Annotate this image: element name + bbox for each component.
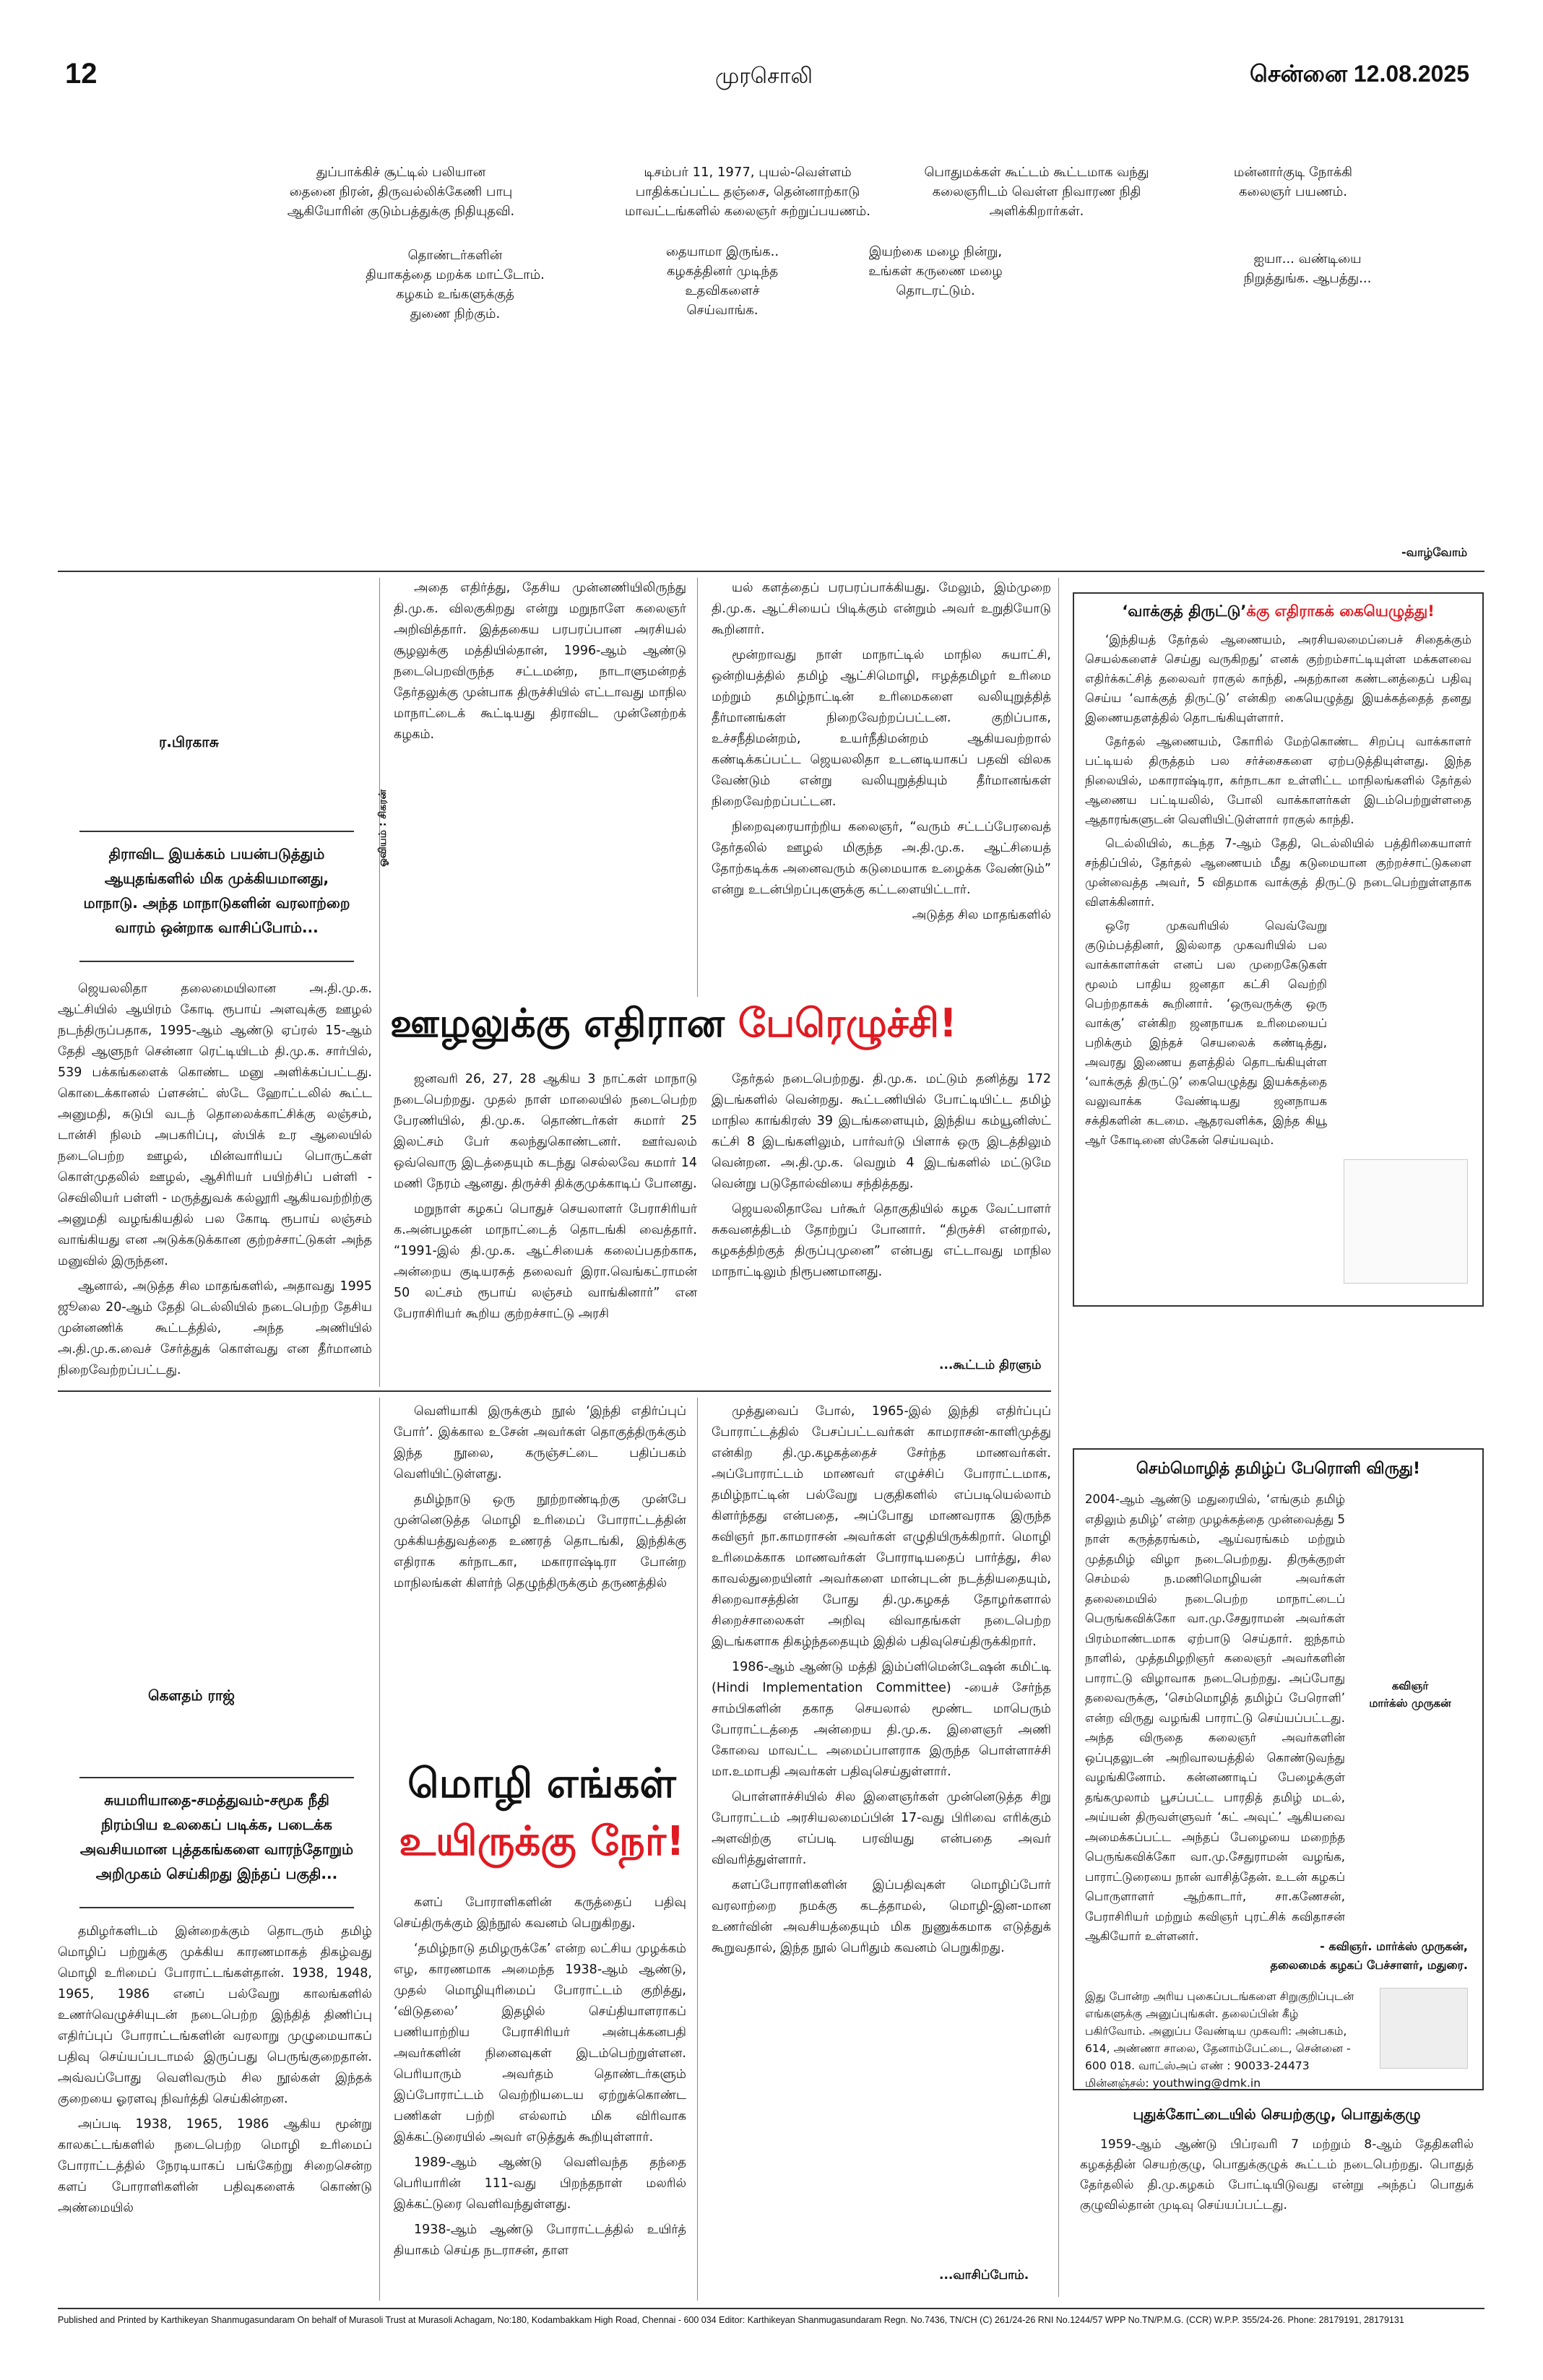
story2-right-column — [712, 1401, 1051, 1963]
story2-byline: கௌதம் ராஜ் — [148, 1687, 235, 1704]
story1-mid-column — [394, 578, 686, 750]
award-box-body — [1085, 1489, 1471, 1947]
award-box — [1073, 1448, 1484, 2090]
pudukottai-box — [1073, 2106, 1481, 2297]
story1-bottom-left-para-1: ஜனவரி 26, 27, 28 ஆகிய 3 நாட்கள் மாநாடு நடைபெற்றது. முதல் நாள் மாலையில் நடைபெற்ற பேரணியில், தி.மு.க. தொண்டர்கள் சுமார் 25 இலட்சம் பேர் கலந்துகொண்டனர். ஊர்வலம் ஒவ்வொரு இடத்தையும் கடந்து செல்லவே சுமார் 14 மணி நேரம் ஆனது. திருச்சி திக்குமுக்காடிப் போனது. — [394, 1072, 697, 1191]
story2-right-para-1: முத்துவைப் போல், 1965-இல் இந்தி எதிர்ப்புப் போராட்டத்தில் பேசப்பட்டவர்கள் காமராசன்-காளிமுத்து என்கிற தி.மு.கழகத்தைச் சேர்ந்த மாணவர்கள். அப்போராட்டம் மாணவர் எழுச்சிப் போராட்டமாக, தமிழ்நாட்டின் பல்வேறு பகுதிகளில் எப்படியெல்லாம் கிளர்ந்தது என்பதை, அப்போது மாணவராக இருந்த கவிஞர் நா.காமராசன் அவர்கள் எழுதியிருக்கிறார். மொழி உரிமைக்காக மாணவர்கள் போராடியதைப் பார்த்து, சில காவல்துறையினர் அவர்களை மான்புடன் நடத்தியதையும், சிறைவாசத்தின் போது தி.மு.கழகத் தோழர்களால் சிறைச்சாலைகள் அறிவு விவாதங்கள் நடைபெற்ற இடங்களாக திகழ்ந்ததையும் இதில் பதிவுசெய்திருக்கிறார். — [712, 1404, 1051, 1649]
vote-box-body — [1085, 630, 1471, 1154]
artist-credit: ஓவியம் : சிகரன் — [377, 789, 389, 867]
story1-byline: ர.பிரகாசு — [159, 733, 219, 750]
pudukottai-box-para: 1959-ஆம் ஆண்டு பிப்ரவரி 7 மற்றும் 8-ஆம் தேதிகளில் கழகத்தின் செயற்குழு, பொதுக்குழுக் கூட்டம் நடைபெற்றது. பொதுத் தேர்தலில் தி.மு.கழகம் போட்டியிடுவது என்று அந்தப் பொதுக் குழுவில்தான் முடிவு செய்யப்பட்டது. — [1080, 2137, 1474, 2212]
comic-caption-5: தொண்டர்களின் தியாகத்தை மறக்க மாட்டோம். கழகம் உங்களுக்குத் துணை நிற்கும். — [366, 248, 545, 321]
vote-box-title — [1074, 602, 1482, 622]
story1-intro-rule-bottom — [79, 961, 354, 962]
story1-bottom-left — [394, 1069, 697, 1329]
story2-left-column — [58, 1921, 372, 2223]
story1-left-para-2: ஆனால், அடுத்த சில மாதங்களில், அதாவது 1995 ஜூலை 20-ஆம் தேதி டெல்லியில் நடைபெற்ற தேசிய முன்னணிக் கூட்டத்தில், அந்த அணியில் அ.தி.மு.க.வைச் சேர்த்துக் கொள்வது என தீர்மானம் நிறைவேற்றப்பட்டது. — [58, 1279, 372, 1377]
comic-caption-8: ஐயா... வண்டியை நிறுத்துங்க. ஆபத்து... — [1243, 251, 1372, 286]
story2-mid-top-para-2: தமிழ்நாடு ஒரு நூற்றாண்டிற்கு முன்பே முன்னெடுத்த மொழி உரிமைப் போராட்டத்தின் முக்கியத்துவத்தை உணரத் தொடங்கி, இந்திக்கு எதிராக கர்நாடகா, மகாராஷ்டிரா போன்ற மாநிலங்கள் கிளர்ந் தெழுந்திருக்கும் தருணத்தில் — [394, 1492, 686, 1591]
story1-right-para-1: யல் களத்தைப் பரபரப்பாக்கியது. மேலும், இம்முறை தி.மு.க. ஆட்சியைப் பிடிக்கும் என்றும் அவர் உறுதியோடு கூறினார். — [712, 581, 1051, 637]
story1-mid-para-1: அதை எதிர்த்து, தேசிய முன்னணியிலிருந்து தி.மு.க. விலகுகிறது என்று மறுநாளே கலைஞர் அறிவித்தார். இத்தகைய பரபரப்பான அரசியல் சூழலுக்கு மத்தியில்தான், 1996-ஆம் ஆண்டு நடைபெறவிருந்த சட்டமன்ற, நாடாளுமன்றத் தேர்தலுக்கு முன்பாக திருச்சியில் எட்டாவது மாநில மாநாட்டைக் கூட்டியது திராவிட முன்னேற்றக் கழகம். — [394, 581, 686, 742]
story2-intro: சுயமரியாதை-சமத்துவம்-சமூக நீதி நிரம்பிய உலகைப் படிக்க, படைக்க அவசியமான புத்தகங்களை வாரந்தோறும் அறிமுகம் செய்கிறது இந்தப் பகுதி... — [79, 1791, 354, 1882]
story2-headline — [394, 1755, 690, 1871]
story1-headline — [390, 1000, 957, 1052]
divider-mid-story2 — [697, 1398, 698, 2301]
vote-box-para-2: தேர்தல் ஆணையம், கோரில் மேற்கொண்ட சிறப்பு வாக்காளர் பட்டியல் திருத்தம் பல சர்ச்சைகளை ஏற்படுத்தியுள்ளது. இந்த நிலையில், மகாராஷ்டிரா, கர்நாடகா உள்ளிட்ட மாநிலங்களில் தேர்தல் ஆணைய பட்டியலில், போலி வாக்காளர்கள் இடம்பெற்றுள்ளதை ஆதாரங்களுடன் வெளியிட்டுள்ளார் ராகுல் காந்தி. — [1085, 735, 1471, 826]
award-photo-caption: கவிஞர் மார்க்ஸ் முருகன் — [1369, 1679, 1451, 1710]
story1-bottom-left-para-2: மறுநாள் கழகப் பொதுச் செயலாளர் பேராசிரியர் க.அன்பழகன் மாநாட்டைத் தொடங்கி வைத்தார். “1991-இல் தி.மு.க. ஆட்சியைக் கலைப்பதற்காக, அன்றைய குடியரசுத் தலைவர் இரா.வெங்கட்ராமன் 50 லட்சம் ரூபாய் லஞ்சம் வாங்கினார்” என பேராசிரியர் கூறிய குற்றச்சாட்டு அரசி — [394, 1202, 697, 1321]
divider-left-story1 — [379, 578, 380, 1387]
story1-intro: திராவிட இயக்கம் பயன்படுத்தும் ஆயுதங்களில் மிக முக்கியமானது, மாநாடு. அந்த மாநாடுகளின் வரலாற்றை வாரம் ஒன்றாக வாசிப்போம்... — [83, 845, 350, 936]
story2-mid-bottom-para-4: 1938-ஆம் ஆண்டு போராட்டத்தில் உயிர்த் தியாகம் செய்த நடராசன், தாள — [394, 2223, 686, 2258]
story1-bottom-right-para-2: ஜெயலலிதாவே பர்கூர் தொகுதியில் கழக வேட்பாளர் சுகவனத்திடம் தோற்றுப் போனார். “திருச்சி என்றால், கழகத்திற்குத் திருப்புமுனை” என்பது எட்டாவது மாநில மாநாட்டிலும் நிரூபணமானது. — [712, 1202, 1051, 1279]
paper-name: முரசொலி — [715, 64, 813, 89]
qr-code-icon — [1344, 1159, 1468, 1284]
comic-caption-7: இயற்கை மழை நின்று, உங்கள் கருணை மழை தொடரட்டும். — [868, 244, 1003, 298]
page-number: 12 — [65, 58, 98, 90]
story2-mid-bottom — [394, 1892, 686, 2266]
story1-headline-black: ஊழலுக்கு எதிரான — [390, 1000, 725, 1046]
story2-continues: ...வாசிப்போம். — [939, 2268, 1029, 2282]
story1-right-para-3: நிறைவுரையாற்றிய கலைஞர், “வரும் சட்டப்பேரவைத் தேர்தலில் ஊழல் மிகுந்த அ.தி.மு.க. ஆட்சியைத் தோற்கடிக்க அனைவரும் கடுமையாக உழைக்க வேண்டும்” என்று உடன்பிறப்புகளுக்கு கட்டளையிட்டார். — [712, 820, 1051, 897]
story2-intro-rule-bottom — [79, 1907, 354, 1908]
story2-right-para-3: பொள்ளாச்சியில் சில இளைஞர்கள் முன்னெடுத்த சிறு போராட்டம் அரசியலமைப்பின் 17-வது பிரிவை எரிக்கும் அளவிற்கு எப்படி பரவியது என்பதை அவர் விவரித்துள்ளார். — [712, 1790, 1051, 1867]
pudukottai-box-body — [1080, 2134, 1474, 2220]
story1-bottom-right — [712, 1069, 1051, 1287]
story1-left-column — [58, 979, 372, 1385]
comic-caption-2: டிசம்பர் 11, 1977, புயல்-வெள்ளம் பாதிக்கப்பட்ட தஞ்சை, தென்னாற்காடு மாவட்டங்களில் கலைஞர் சுற்றுப்பயணம். — [625, 165, 870, 219]
city-date: சென்னை 12.08.2025 — [1250, 61, 1470, 87]
story1-right-para-4: அடுத்த சில மாதங்களில் — [912, 908, 1051, 922]
divider-left-story2 — [379, 1398, 380, 2301]
story2-intro-rule-top — [79, 1777, 354, 1778]
story1-intro-rule-top — [79, 831, 354, 832]
award-note: இது போன்ற அரிய புகைப்படங்களை சிறுகுறிப்புடன் எங்களுக்கு அனுப்புங்கள். தலைப்பின் கீழ் பகிர்வோம். அனுப்ப வேண்டிய முகவரி: அன்பகம், 614, அண்ணா சாலை, தேனாம்பேட்டை, சென்னை - 600 018. வாட்ஸ்அப் எண் : 90033-24473 மின்னஞ்சல்: youthwing@dmk.in — [1085, 1990, 1354, 2090]
footer-divider — [58, 2308, 1484, 2309]
divider-mid-story1 — [697, 578, 698, 997]
comic-caption-4: மன்னார்குடி நோக்கி கலைஞர் பயணம். — [1233, 165, 1353, 199]
story2-right-para-2: 1986-ஆம் ஆண்டு மத்தி இம்ப்ளிமென்டேஷன் கமிட்டி (Hindi Implementation Committee) -யைச் சேர்ந்த சாம்பிகளின் தகாத செயலால் மூண்ட மாபெரும் போராட்டத்தை அன்றைய தி.மு.க. இளைஞர் அணி கோவை மாவட்ட அமைப்பாளராக இருந்த பொள்ளாச்சி மா.உமாபதி அவர்கள் பதிவுசெய்துள்ளார். — [712, 1660, 1051, 1779]
story2-mid-top-para-1: வெளியாகி இருக்கும் நூல் ‘இந்தி எதிர்ப்புப் போர்’. இக்கால உசேன் அவர்கள் தொகுத்திருக்கும் இந்த நூலை, கருஞ்சட்டை பதிப்பகம் வெளியிட்டுள்ளது. — [394, 1404, 686, 1481]
comic-caption-6: தையாமா இருங்க.. கழகத்தினர் முடிந்த உதவிகளைச் செய்வாங்க. — [665, 244, 779, 318]
award-box-title: செம்மொழித் தமிழ்ப் பேரொளி விருது! — [1136, 1460, 1421, 1478]
vote-box-title-black: ‘வாக்குத் திருட்டு’ — [1122, 602, 1247, 620]
vote-box-title-red: க்கு எதிராகக் கையெழுத்து! — [1246, 602, 1435, 620]
story2-right-para-4: களப்போராளிகளின் இப்பதிவுகள் மொழிப்போர் வரலாற்றை நமக்கு கடத்தாமல், மொழி-இன-மான உணர்வின் அவசியத்தையும் மிக நுணுக்கமாக எடுத்துக் கூறுவதால், இந்த நூல் பெரிதும் கவனம் பெறுகிறது. — [712, 1878, 1051, 1955]
comic-caption-1: துப்பாக்கிச் சூட்டில் பலியான தைனை நிரன், திருவல்லிக்கேணி பாபு ஆகியோரின் குடும்பத்துக்கு நிதியுதவி. — [287, 165, 515, 219]
comic-signoff: -வாழ்வோம் — [1401, 545, 1468, 559]
story2-mid-top — [394, 1401, 686, 1598]
story2-mid-bottom-para-3: 1989-ஆம் ஆண்டு வெளிவந்த தந்தை பெரியாரின் 111-வது பிறந்தநாள் மலரில் இக்கட்டுரை வெளிவந்துள்ளது. — [394, 2155, 686, 2212]
pudukottai-box-title: புதுக்கோட்டையில் செயற்குழு, பொதுக்குழு — [1133, 2106, 1421, 2123]
divider-right-col — [1058, 578, 1059, 2297]
story2-left-para-2: அப்படி 1938, 1965, 1986 ஆகிய மூன்று காலகட்டங்களில் நடைபெற்ற மொழி உரிமைப் போராட்டத்தில் நேரடியாகப் பங்கேற்று சிறைசென்ற களப் போராளிகளின் பதிவுகளைக் கொண்டு அண்மையில் — [58, 2117, 372, 2215]
story1-bottom-right-para-1: தேர்தல் நடைபெற்றது. தி.மு.க. மட்டும் தனித்து 172 இடங்களில் வென்றது. கூட்டணியில் போட்டியிட்ட தமிழ் மாநில காங்கிரஸ் 39 இடங்களையும், இந்திய கம்யூனிஸ்ட் கட்சி 8 இடங்களிலும், பார்வர்டு பிளாக் ஒரு இடத்திலும் வென்றன. அ.தி.மு.க. வெறும் 4 இடங்களில் மட்டுமே வென்று படுதோல்வியை சந்தித்தது. — [712, 1072, 1051, 1191]
story1-left-para-1: ஜெயலலிதா தலைமையிலான அ.தி.மு.க. ஆட்சியில் ஆயிரம் கோடி ரூபாய் அளவுக்கு ஊழல் நடந்திருப்பதாக, 1995-ஆம் ஆண்டு ஏப்ரல் 15-ஆம் தேதி ஆளுநர் சென்னா ரெட்டியிடம் தி.மு.க. சார்பில், 539 பக்கங்களைக் கொண்ட மனு அளிக்கப்பட்டது. கொடைக்கானல் ப்ளசன்ட் ஸ்டே ஹோட்டலில் கூட்ட அனுமதி, சுடுபி வடந் தொலைக்காட்சிக்கு லஞ்சம், டான்சி நிலம் அபகரிப்பு, ஸ்பிக் உர ஆலையில் நடைபெற்ற ஊழல், மின்வாரியப் பொருட்கள் கொள்முதலில் ஊழல், ஆசிரியர் பயிற்சிப் பள்ளி - செவிலியர் பள்ளி - மருத்துவக் கல்லூரி ஆகியவற்றிற்கு அனுமதி வழங்கியதில் பல கோடி ரூபாய் லஞ்சம் வாங்கியது என அடுக்கடுக்கான குற்றச்சாட்டுகள் அந்த மனுவில் இருந்தன. — [58, 982, 372, 1268]
story2-headline-red: உயிருக்கு நேர்! — [399, 1818, 685, 1865]
comic-caption-3: பொதுமக்கள் கூட்டம் கூட்டமாக வந்து கலைஞரிடம் வெள்ள நிவாரண நிதி அளிக்கிறார்கள். — [924, 165, 1149, 219]
story1-right-column — [712, 578, 1051, 930]
vote-box-para-4: ஒரே முகவரியில் வெவ்வேறு குடும்பத்தினர், இல்லாத முகவரியில் பல வாக்காளர்கள் எனப் பல முறைகேடுகள் மூலம் பாதிய ஜனதா கட்சி வெற்றி பெற்றதாகக் கூறினார். ‘ஒருவருக்கு ஒரு வாக்கு’ என்கிற ஜனநாயக உரிமையைப் பறிக்கும் இந்தச் செயலைக் கண்டித்து, அவரது இணைய தளத்தில் தொடங்கியுள்ள ‘வாக்குத் திருட்டு’ கையெழுத்து இயக்கத்தை வலுவாக்க வேண்டியது ஜனநாயக சக்திகளின் கடமை. ஆதரவளிக்க, இந்த கியூ ஆர் கோடினை ஸ்கேன் செய்யவும். — [1085, 919, 1327, 1147]
vote-box — [1073, 592, 1484, 1307]
vote-box-para-3: டெல்லியில், கடந்த 7-ஆம் தேதி, டெல்லியில் பத்திரிகையாளர் சந்திப்பில், தேர்தல் ஆணையம் மீது கடுமையான குற்றச்சாட்டுகளை முன்வைத்த அவர், 5 விதமாக வாக்குத் திருட்டு நடைபெற்றுள்ளதாக விளக்கினார். — [1085, 836, 1471, 909]
story1-headline-red: பேரெழுச்சி! — [738, 1000, 957, 1046]
story1-right-para-2: மூன்றாவது நாள் மாநாட்டில் மாநில சுயாட்சி, ஒன்றியத்தில் தமிழ் ஆட்சிமொழி, ஈழத்தமிழர் உரிமை மற்றும் தமிழ்நாட்டின் உரிமைகளை வலியுறுத்தித் தீர்மானங்கள் நிறைவேற்றப்பட்டன. குறிப்பாக, உச்சநீதிமன்றம், உயர்நீதிமன்றம் ஆகியவற்றால் கண்டிக்கப்பட்ட ஜெயலலிதா உடனடியாகப் பதவி விலக வேண்டும் என்று வலியுறுத்தியும் தீர்மானங்கள் நிறைவேற்றப்பட்டன. — [712, 648, 1051, 809]
story1-continues: ...கூட்டம் திரளும் — [939, 1358, 1042, 1372]
story2-mid-bottom-para-1: களப் போராளிகளின் கருத்தைப் பதிவு செய்திருக்கும் இந்நூல் கவனம் பெறுகிறது. — [394, 1895, 686, 1931]
vote-box-para-1: ‘இந்தியத் தேர்தல் ஆணையம், அரசியலமைப்பைச் சிதைக்கும் செயல்களைச் செய்து வருகிறது’ எனக் குற்றம்சாட்டியுள்ள மக்களவை எதிர்க்கட்சித் தலைவர் ராகுல் காந்தி, அதற்கான கண்டனத்தைப் பதிவு செய்ய ‘வாக்குத் திருட்டு’ என்கிற கையெழுத்து இயக்கத்தைத் தனது இணையதளத்தில் தொடங்கியுள்ளார். — [1085, 633, 1471, 724]
footer-imprint: Published and Printed by Karthikeyan Shanmugasundaram On behalf of Murasoli Trust at Murasoli Achagam, No:180, Kodambakkam High Road, Chennai - 600 034 Editor: Karthikeyan Shanmugasundaram Regn. No.7436, TN/CH (C) 261/24-26 RNI No.1244/57 WPP No.TN/P.M.G. (CCR) W.P.P. 355/24-26. Phone: 28179191, 28179131 — [58, 2315, 1404, 2325]
story2-headline-black: மொழி எங்கள் — [407, 1760, 676, 1807]
top-divider — [58, 571, 1484, 572]
award-signoff: - கவிஞர். மார்க்ஸ் முருகன், தலைமைக் கழகப் பேச்சாளர், மதுரை. — [1270, 1939, 1468, 1972]
story2-mid-bottom-para-2: ‘தமிழ்நாடு தமிழருக்கே’ என்ற லட்சிய முழக்கம் எழ, காரணமாக அமைந்த 1938-ஆம் ஆண்டு, முதல் மொழியுரிமைப் போராட்டம் குறித்து, ‘விடுதலை’ இதழில் செய்தியாளராகப் பணியாற்றிய பேராசிரியர் அன்புக்கனபதி அவர்களின் நினைவுகள் இடம்பெற்றுள்ளன. பெரியாரும் அவர்தம் தொண்டர்களும் இப்போராட்டம் வெற்றியடைய ஏற்றுக்கொண்ட பணிகள் பற்றி எல்லாம் மிக விரிவாக இக்கட்டுரையில் அவர் எடுத்துக் கூறியுள்ளார். — [394, 1942, 686, 2145]
award-photo-thumbnail — [1380, 1988, 1468, 2069]
award-box-para: 2004-ஆம் ஆண்டு மதுரையில், ‘எங்கும் தமிழ் எதிலும் தமிழ்’ என்ற முழக்கத்தை முன்வைத்து 5 நாள் கருத்தரங்கம், ஆய்வரங்கம் மற்றும் முத்தமிழ் விழா நடைபெற்றது. திருக்குறள் செம்மல் ந.மணிமொழியன் அவர்கள் தலைமையில் நடைபெற்ற மாநாட்டைப் பெருங்கவிக்கோ வா.மு.சேதுராமன் அவர்கள் பிரம்மாண்டமாக ஏற்பாடு செய்தார். ஐந்தாம் நாளில், முத்தமிழறிஞர் கலைஞர் அவர்களின் பாராட்டு விழாவாக நடைபெற்றது. அப்போது தலைவருக்கு, ‘செம்மொழித் தமிழ்ப் பேரொளி’ என்ற விருது வழங்கி பாராட்டு செய்யப்பட்டது. அந்த விருதை கலைஞர் அவர்களின் ஒப்புதலுடன் அறிவாலயத்தில் கொண்டுவந்து வழங்கினோம். கன்னணாடிப் பேழைக்குள் தங்கமுலாம் பூசப்பட்ட பாரதித் தமிழ் மடல், அய்யன் திருவள்ளுவர் ‘கட் அவுட்’ ஆகியவை அமைக்கப்பட்ட அந்தப் பேழையை மறைந்த பெருங்கவிக்கோ வா.மு.சேதுராமன் வழங்க, பாராட்டுரையை நான் வாசித்தேன். உடன் கழகப் பொருளாளர் ஆற்காடார், சா.கணேசன், பேராசிரியர் மற்றும் கவிஞர் புரட்சிக் கவிதாசன் ஆகியோர் உள்ளனர். — [1085, 1492, 1345, 1943]
story2-left-para-1: தமிழர்களிடம் இன்றைக்கும் தொடரும் தமிழ் மொழிப் பற்றுக்கு முக்கிய காரணமாகத் திகழ்வது மொழி உரிமைப் போராட்டங்கள்தான். 1938, 1948, 1965, 1986 எனப் பல்வேறு காலங்களில் உணர்வெழுச்சியுடன் நடைபெற்ற இந்தித் திணிப்பு எதிர்ப்புப் போராட்டங்களின் வரலாறு முழுமையாகப் பதிவு செய்யப்படாமல் இருப்பது பெருங்குறைதான். அவ்வப்போது வெளிவரும் சில நூல்கள் இந்தக் குறையை ஓரளவு நிவர்த்தி செய்கின்றன. — [58, 1924, 372, 2106]
divider-story-split — [58, 1390, 1051, 1392]
